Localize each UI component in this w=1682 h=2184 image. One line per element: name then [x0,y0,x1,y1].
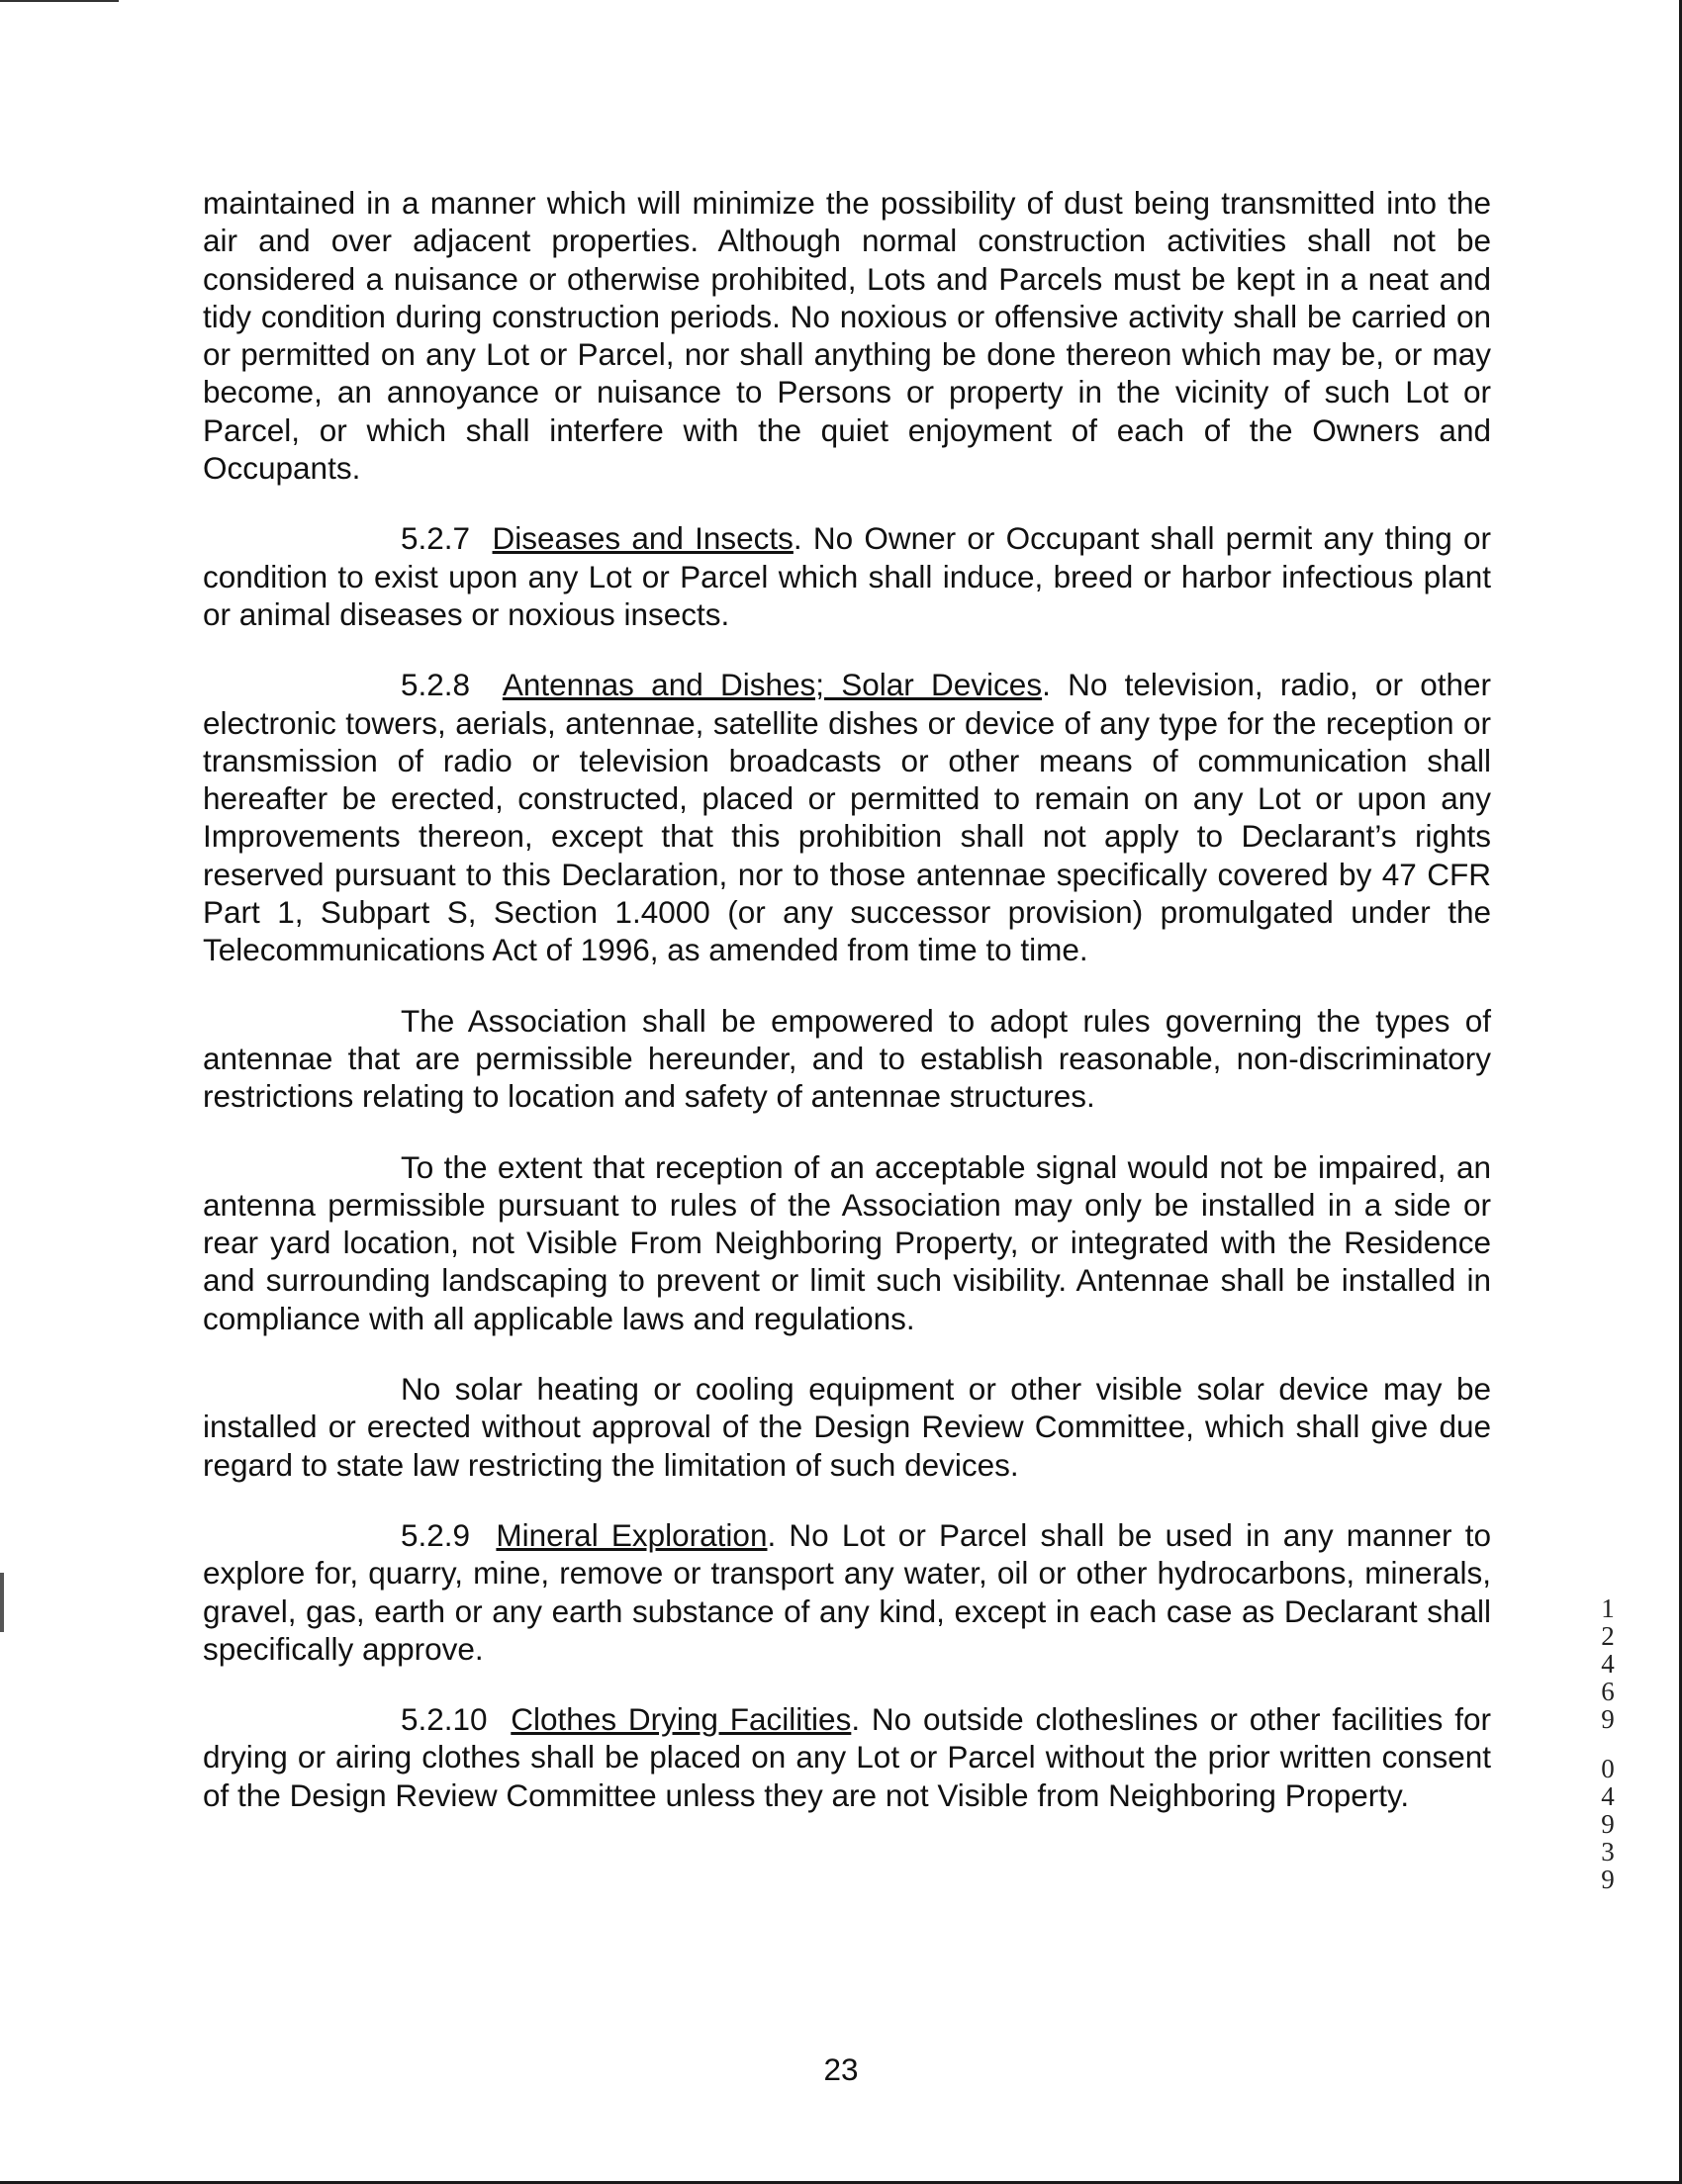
paragraph-text: . No outside clotheslines or other facilities for drying or airing clothes shall be placed on any Lot or Parcel without the prior written consent of the Design Review Committee unless they are not Visible from Neighboring Property. [203,1701,1491,1813]
page-number: 23 [823,2051,859,2087]
section-5-2-7 [203,519,1491,633]
section-heading: Antennas and Dishes; Solar Devices [502,667,1043,703]
paragraph-text: The Association shall be empowered to adopt rules governing the types of antennae that are permissible hereunder, and to establish reasonable, non-discriminatory restrictions relating to location and safety of antennae structures. [203,1002,1491,1115]
section-number: 5.2.7 [401,520,471,557]
paragraph-antenna-location [203,1148,1491,1337]
section-heading: Clothes Drying Facilities [511,1701,852,1738]
paragraph-text: maintained in a manner which will minimize the possibility of dust being transmitted into the air and over adjacent properties. Although normal construction activities shall not be considered a nuisance or otherwise prohibited, Lots and Parcels must be kept in a neat and tidy condition during construction periods. No noxious or offensive activity shall be carried on or permitted on any Lot or Parcel, nor shall anything be done thereon which may be, or may become, an annoyance or nuisance to Persons or property in the vicinity of such Lot or Parcel, or which shall interfere with the quiet enjoyment of each of the Owners and Occupants. [203,185,1491,487]
paragraph-association-rules [203,1002,1491,1116]
paragraph-dust-nuisance [203,184,1491,487]
section-heading: Mineral Exploration [496,1516,768,1553]
paragraph-text: . No Owner or Occupant shall permit any thing or condition to exist upon any Lot or Parcel which shall induce, breed or harbor infectious plant or animal diseases or noxious insects. [203,520,1491,632]
recording-number-part2: 04939 [1601,1754,1615,1894]
paragraph-solar-devices [203,1370,1491,1484]
section-number: 5.2.9 [401,1516,471,1553]
paragraph-text: . No television, radio, or other electronic towers, aerials, antennae, satellite dishes or device of any type for the reception or transmission of radio or television broadcasts or other means of communication shall hereafter be erected, constructed, placed or permitted to remain on any Lot or upon any Improvements thereon, except that this prohibition shall not apply to Declarant’s rights reserved pursuant to this Declaration, nor to those antennae specifically covered by 47 CFR Part 1, Subpart S, Section 1.4000 (or any successor provision) promulgated under the Telecommunications Act of 1996, as amended from time to time. [203,667,1491,968]
section-5-2-9 [203,1516,1491,1668]
page-body [203,184,1491,1847]
recording-number-part1: 12469 [1601,1593,1615,1734]
section-heading: Diseases and Insects [492,520,794,557]
paragraph-text: . No Lot or Parcel shall be used in any manner to explore for, quarry, mine, remove or transport any water, oil or other hydrocarbons, minerals, gravel, gas, earth or any earth substance of any kind, except in each case as Declarant shall specifically approve. [203,1516,1491,1667]
scan-mark [0,1573,4,1632]
section-5-2-8 [203,666,1491,968]
paragraph-text: To the extent that reception of an acceptable signal would not be impaired, an antenna permissible pursuant to rules of the Association may only be installed in a side or rear yard location, not Visible From Neighboring Property, or integrated with the Residence and surrounding landscaping to prevent or limit such visibility. Antennae shall be installed in compliance with all applicable laws and regulations. [203,1148,1491,1336]
recording-number [1595,1594,1621,1893]
section-number: 5.2.8 [401,667,471,703]
section-number: 5.2.10 [401,1701,488,1738]
paragraph-text: No solar heating or cooling equipment or other visible solar device may be installed or erected without approval of the Design Review Committee, which shall give due regard to state law restricting the limitation of such devices. [203,1371,1491,1483]
section-5-2-10 [203,1700,1491,1814]
scan-edge-top [0,0,119,2]
